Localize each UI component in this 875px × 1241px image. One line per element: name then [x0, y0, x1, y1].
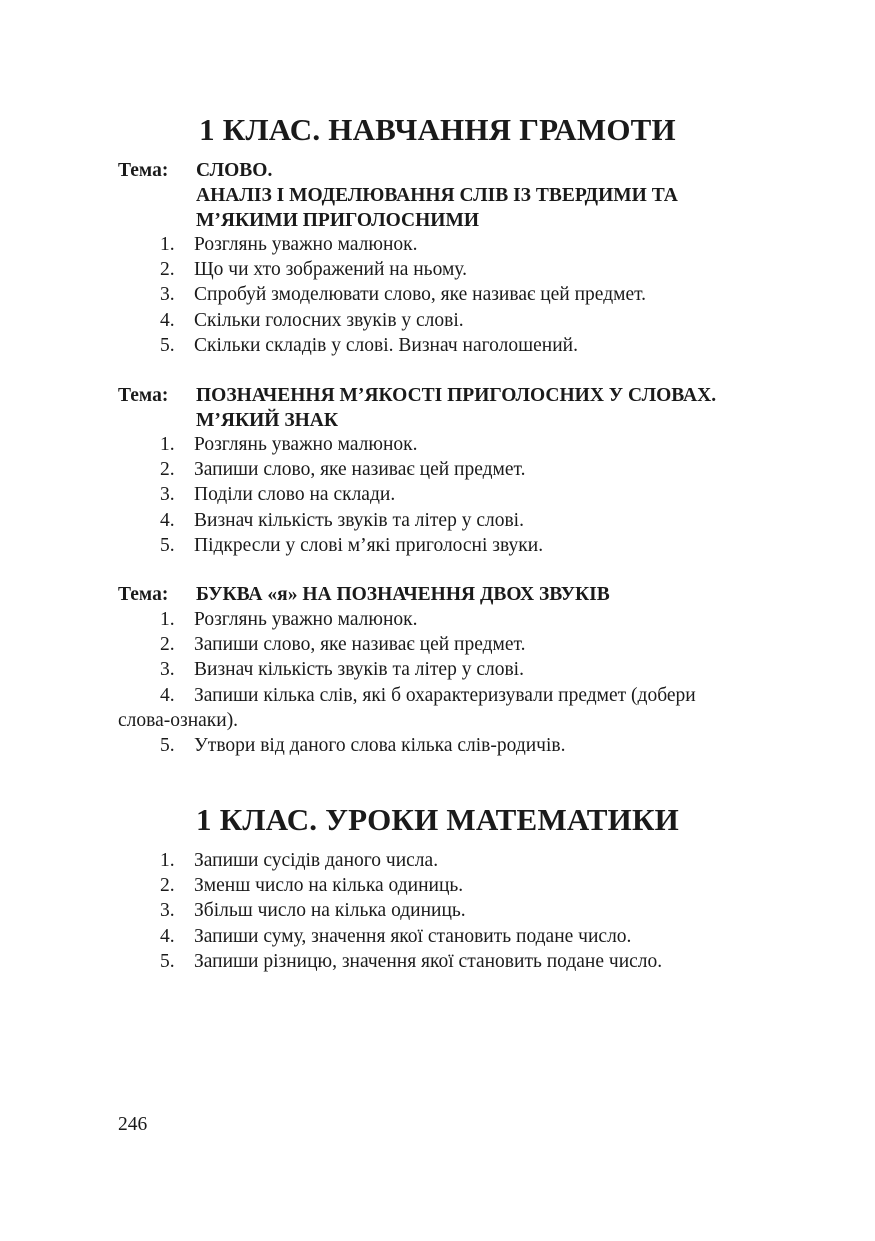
- list-item: 2. Запиши слово, яке називає цей предмет.: [160, 634, 526, 656]
- list-item: 1. Запиши сусідів даного числа.: [160, 850, 439, 871]
- topic-title-line: БУКВА «я» НА ПОЗНАЧЕННЯ ДВОХ ЗВУКІВ: [196, 584, 610, 605]
- task-list: [0, 607, 875, 758]
- list-item: 4. Запиши суму, значення якої становить подане число.: [160, 925, 632, 947]
- list-item: 4. Запиши кілька слів, які б охарактеризували предмет (добери слова-ознаки).: [118, 684, 696, 731]
- list-item: 3. Спробуй змоделювати слово, яке називає цей предмет.: [160, 284, 647, 306]
- page-number: 246: [118, 1114, 148, 1135]
- list-item: 2. Що чи хто зображений на ньому.: [160, 259, 467, 281]
- topic-title-line: М’ЯКИМИ ПРИГОЛОСНИМИ: [196, 210, 480, 231]
- topic-title: [196, 383, 806, 433]
- list-item: 5. Запиши різницю, значення якої становить подане число.: [160, 950, 663, 972]
- topic-title-line: АНАЛІЗ І МОДЕЛЮВАННЯ СЛІВ ІЗ ТВЕРДИМИ ТА: [196, 185, 678, 206]
- list-item: 4. Скільки голосних звуків у слові.: [160, 309, 464, 331]
- list-item: 3. Поділи слово на склади.: [160, 484, 396, 506]
- task-list: [0, 232, 875, 358]
- topic-title-line: ПОЗНАЧЕННЯ М’ЯКОСТІ ПРИГОЛОСНИХ У СЛОВАХ.: [196, 385, 717, 406]
- task-list: [0, 848, 875, 974]
- topic-title: [196, 582, 806, 607]
- topic-title-line: М’ЯКИЙ ЗНАК: [196, 410, 339, 431]
- list-item: 1. Розглянь уважно малюнок.: [160, 234, 418, 255]
- topic-label: Тема:: [118, 584, 169, 605]
- topic-title-line: СЛОВО.: [196, 160, 273, 181]
- topic-title: [196, 158, 806, 233]
- list-item: 1. Розглянь уважно малюнок.: [160, 609, 418, 630]
- section-heading-math: 1 КЛАС. УРОКИ МАТЕМАТИКИ: [196, 802, 679, 837]
- list-item: 3. Визнач кількість звуків та літер у слові.: [160, 659, 524, 681]
- topic-label: Тема:: [118, 160, 169, 181]
- section-heading-literacy: 1 КЛАС. НАВЧАННЯ ГРАМОТИ: [199, 112, 676, 147]
- topic-label: Тема:: [118, 385, 169, 406]
- list-item: 2. Запиши слово, яке називає цей предмет.: [160, 459, 526, 481]
- list-item: 2. Зменш число на кілька одиниць.: [160, 875, 464, 897]
- list-item: 5. Підкресли у слові м’які приголосні звуки.: [160, 534, 544, 556]
- list-item: 3. Збільш число на кілька одиниць.: [160, 900, 466, 922]
- list-item: 4. Визнач кількість звуків та літер у слові.: [160, 509, 524, 531]
- list-item: 5. Скільки складів у слові. Визнач наголошений.: [160, 334, 578, 356]
- list-item: 5. Утвори від даного слова кілька слів-родичів.: [160, 734, 566, 756]
- list-item: 1. Розглянь уважно малюнок.: [160, 434, 418, 455]
- task-list: [0, 432, 875, 558]
